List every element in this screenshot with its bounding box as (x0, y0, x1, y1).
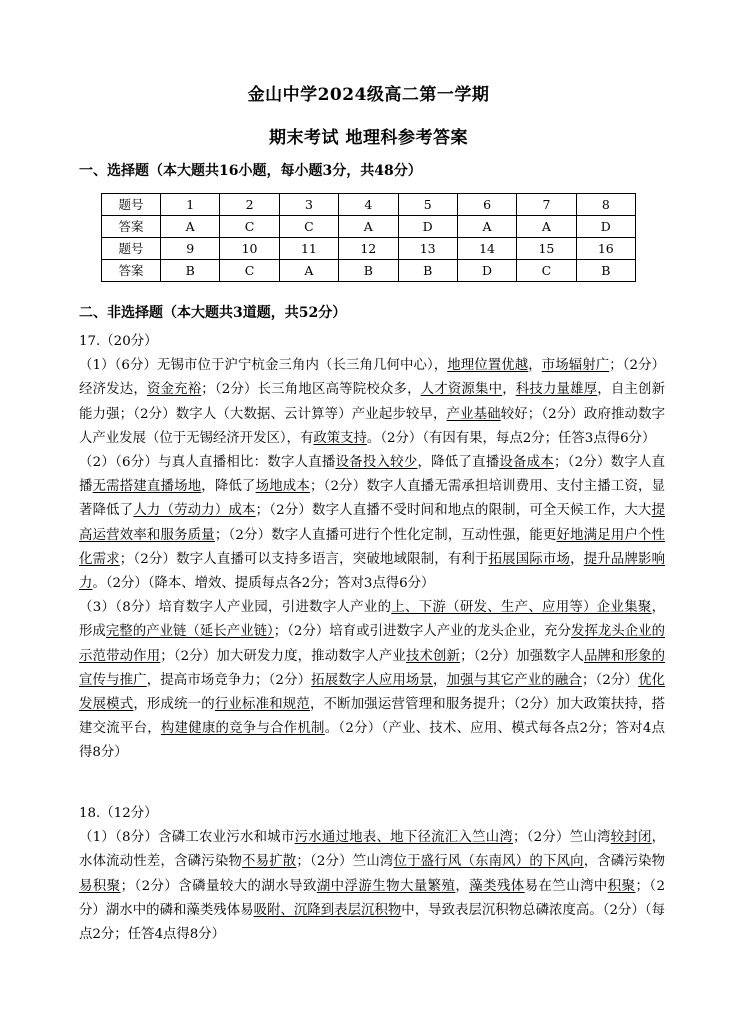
key-point: 人力（劳动力）成本 (133, 503, 256, 519)
text-run: ；（2分）竺山湾 (296, 854, 394, 870)
text-run: ，降低了直播 (417, 455, 500, 471)
key-point: 技术创新 (405, 648, 461, 664)
key-point: 拓展数字人应用场景 (311, 672, 434, 688)
text-run: ；（2分）竺山湾 (513, 830, 611, 846)
text-run: ；（2分）长三角地区高等院校众多， (201, 382, 421, 398)
text-run: ，不断加强运营管理和服务提升；（2分）加大政策扶持，搭建交流平台， (79, 697, 666, 737)
row-header-cell: 题号 (102, 238, 161, 260)
table-cell: 4 (339, 194, 398, 216)
text-run: ；（2分）加强数字人 (460, 648, 584, 664)
text-run: 较好；（2分）政府推动数字人产业发展（位于无锡经济开发区），有 (79, 406, 665, 446)
key-point: 吸附、沉降到表层沉积物 (253, 902, 402, 918)
document-title: 金山中学2024级高二第一学期 (247, 85, 490, 105)
key-point: 提升品牌影响力 (79, 551, 666, 592)
key-point: 较封闭 (610, 830, 652, 846)
table-cell: 5 (398, 194, 457, 216)
text-run: ，自主创新能力强；（2分）数字人（大数据、云计算等）产业起步较早， (79, 382, 666, 422)
answer-table (101, 193, 636, 282)
text-run: （1）（6分）无锡市位于沪宁杭金三角内（长三角几何中心）， (79, 358, 448, 374)
table-cell: C (279, 216, 338, 238)
key-point: 好地满足用户个性化需求 (79, 527, 666, 567)
table-cell: 14 (457, 238, 516, 260)
text-run: （2）（6分）与真人直播相比：数字人直播 (79, 455, 336, 471)
table-cell: B (576, 260, 635, 282)
key-point: 政策支持 (313, 430, 367, 446)
key-point: 拓展国际市场 (488, 551, 571, 567)
table-cell: D (576, 216, 635, 238)
text-run: 。（2分）（降本、增效、提质每点各2分；答对3点得6分） (92, 576, 435, 592)
text-run: （1）（8分）含磷工农业污水和城市 (79, 830, 295, 846)
text-run: ；（2分）数字人直播不受时间和地点的限制，可全天候工作，大大 (255, 503, 652, 519)
text-run: ；（2分）数字人直播 (79, 455, 666, 495)
table-cell: 2 (220, 194, 279, 216)
answer-paragraph (79, 596, 665, 765)
key-point: 品牌和形象的宣传与推广 (79, 648, 666, 688)
text-run: ；（2分）湖水中的磷和藻类残体易 (79, 878, 666, 918)
table-cell: D (457, 260, 516, 282)
text-run: ，水体流动性差，含磷污染物 (79, 830, 666, 870)
key-point: 地理位置优越 (447, 358, 529, 374)
table-cell: A (339, 216, 398, 238)
table-cell: 9 (161, 238, 220, 260)
key-point: 构建健康的竞争与合作机制 (160, 721, 325, 737)
table-cell: C (220, 260, 279, 282)
text-run: ；（2分）培育或引进数字人产业的龙头企业，充分 (273, 624, 572, 640)
text-run: （3）（8分）培育数字人产业园，引进数字人产业的 (79, 600, 392, 616)
key-point: 积聚 (607, 878, 636, 894)
key-point: 藻类残体 (469, 878, 525, 894)
text-run: ；（2分）数字人直播可进行个性化定制，互动性强，能更 (214, 527, 557, 543)
row-header-cell: 答案 (102, 216, 161, 238)
text-run: ，提高市场竞争力；（2分） (146, 672, 312, 688)
key-point: 人才资源集中 (420, 382, 503, 398)
table-cell: 10 (220, 238, 279, 260)
key-point: 位于盛行风（东南风）的下风向 (393, 854, 584, 870)
text-run: ，形成统一的 (133, 697, 215, 713)
table-row (102, 216, 636, 238)
text-run: ， (433, 672, 447, 688)
key-point: 提高运营效率和服务质量 (79, 503, 666, 543)
key-point: 不易扩散 (242, 854, 297, 870)
key-point: 上、下游（研发、生产、应用等）企业集聚 (391, 600, 652, 616)
text-run: ；（2分）加大研发力度，推动数字人产业 (160, 648, 406, 664)
key-point: 资金充裕 (146, 382, 202, 398)
table-cell: 16 (576, 238, 635, 260)
key-point: 科技力量雄厚 (515, 382, 598, 398)
question-number: 18.（12分） (79, 806, 158, 821)
key-point: 湖中浮游生物大量繁殖 (316, 878, 456, 894)
table-cell: 12 (339, 238, 398, 260)
text-run: ，降低了 (201, 479, 256, 495)
answer-paragraph (79, 826, 665, 947)
key-point: 产业基础 (446, 406, 501, 422)
text-run: ；（2分）经济发达， (79, 358, 666, 398)
table-row (102, 238, 636, 260)
table-cell: 8 (576, 194, 635, 216)
table-cell: C (220, 216, 279, 238)
key-point: 无需搭建直播场地 (92, 479, 202, 495)
table-row (102, 194, 636, 216)
document-subtitle: 期末考试 地理科参考答案 (269, 128, 468, 148)
row-header-cell: 题号 (102, 194, 161, 216)
text-run: ，含磷污染物 (583, 854, 666, 870)
key-point: 完整的产业链（延长产业链） (105, 624, 274, 640)
key-point: 易积聚 (79, 878, 121, 894)
section-heading-non-choice: 二、非选择题（本大题共3道题，共52分） (79, 305, 347, 321)
text-run: ；（2分） (581, 672, 639, 688)
table-row (102, 260, 636, 282)
table-cell: 11 (279, 238, 338, 260)
key-point: 行业标准和规范 (214, 697, 310, 713)
table-cell: B (398, 260, 457, 282)
key-point: 设备成本 (499, 455, 554, 471)
key-point: 场地成本 (255, 479, 310, 495)
question-18-answer (79, 802, 665, 947)
text-run: ， (570, 551, 584, 567)
text-run: ， (502, 382, 516, 398)
table-cell: 6 (457, 194, 516, 216)
text-run: ， (455, 878, 470, 894)
text-run: ， (528, 358, 542, 374)
question-number: 17.（20分） (79, 334, 158, 349)
key-point: 发挥龙头企业的示范带动作用 (79, 624, 665, 664)
table-cell: D (398, 216, 457, 238)
table-cell: 7 (517, 194, 576, 216)
table-cell: A (279, 260, 338, 282)
section-heading-multiple-choice: 一、选择题（本大题共16小题，每小题3分，共48分） (79, 163, 422, 179)
row-header-cell: 答案 (102, 260, 161, 282)
table-cell: A (457, 216, 516, 238)
table-cell: 13 (398, 238, 457, 260)
text-run: ；（2分）数字人直播无需承担培训费用、支付主播工资，显著降低了 (79, 479, 666, 519)
key-point: 加强与其它产业的融合 (446, 672, 582, 688)
text-run: ；（2分）数字人直播可以支持多语言，突破地域限制，有利于 (119, 551, 489, 567)
key-point: 优化发展模式 (79, 672, 666, 713)
answer-paragraph (79, 354, 665, 451)
key-point: 市场辐射广 (541, 358, 610, 374)
table-cell: 3 (279, 194, 338, 216)
table-cell: 1 (161, 194, 220, 216)
table-cell: B (339, 260, 398, 282)
key-point: 设备投入较少 (335, 455, 418, 471)
table-cell: A (161, 216, 220, 238)
text-run: 。（2分）（产业、技术、应用、模式每各点2分；答对4点得8分） (79, 721, 665, 761)
text-run: 。（2分）（有因有果，每点2分；任答3点得6分） (366, 430, 656, 446)
text-run: 中，导致表层沉积物总磷浓度高。（2分）（每点2分；任答4点得8分） (79, 902, 665, 943)
table-cell: B (161, 260, 220, 282)
text-run: ，形成 (79, 600, 665, 640)
table-cell: C (517, 260, 576, 282)
table-cell: A (517, 216, 576, 238)
text-run: 易在竺山湾中 (524, 878, 608, 894)
text-run: ；（2分）含磷量较大的湖水导致 (120, 878, 317, 894)
answer-paragraph (79, 451, 665, 596)
question-17-answer (79, 330, 665, 766)
key-point: 污水通过地表、地下径流汇入竺山湾 (294, 830, 514, 846)
table-cell: 15 (517, 238, 576, 260)
